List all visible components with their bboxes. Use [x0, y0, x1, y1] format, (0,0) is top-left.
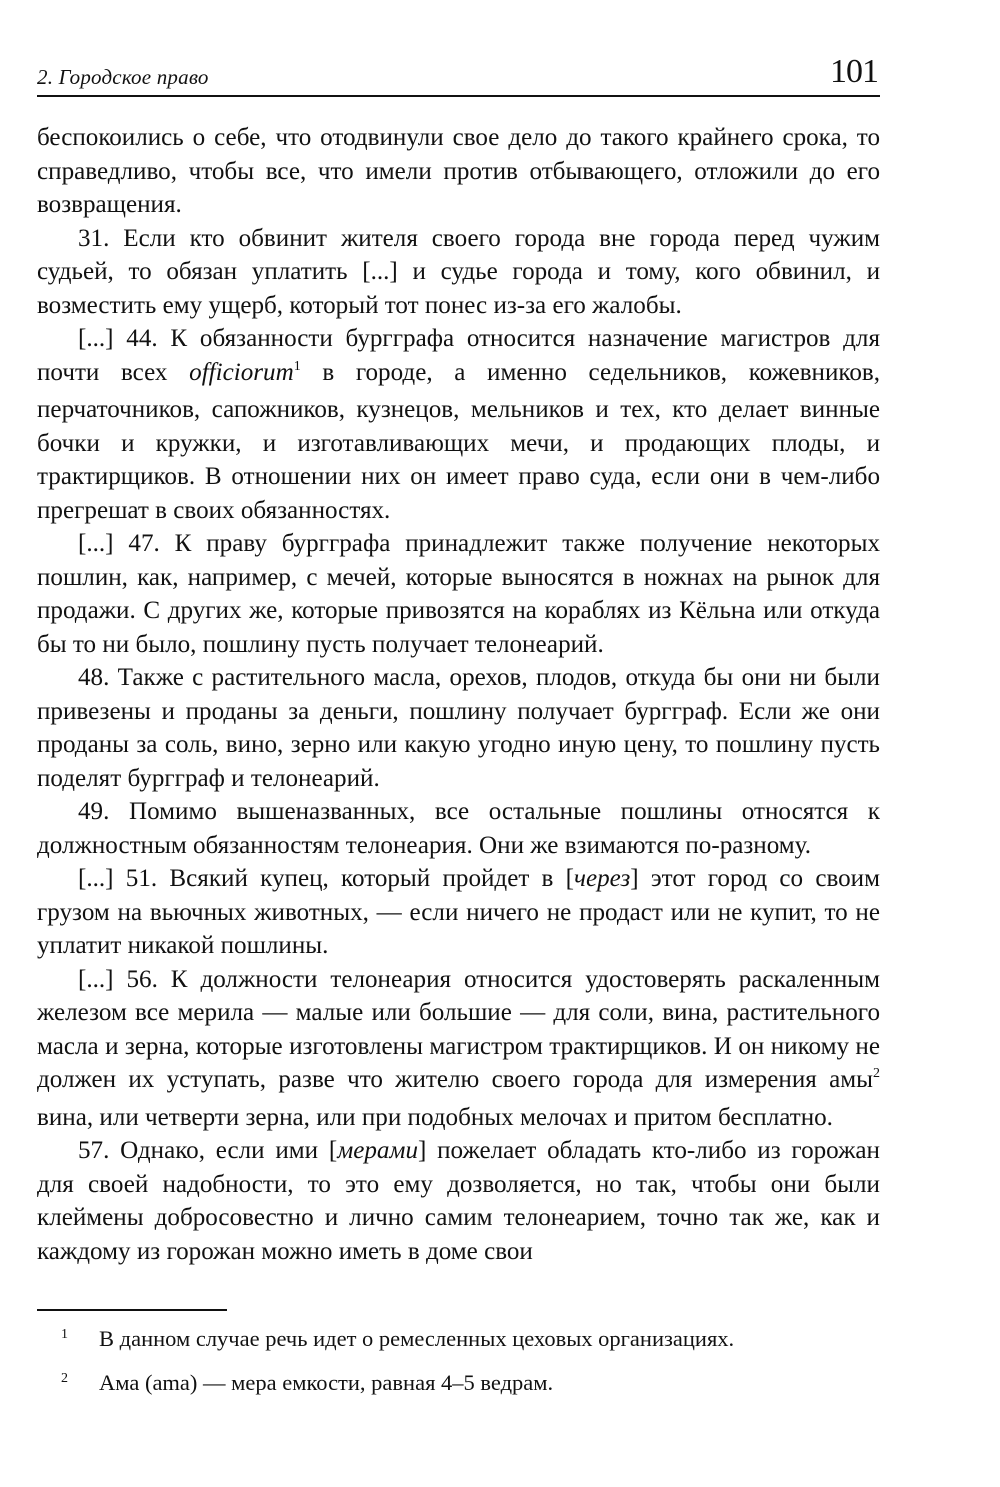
italic-insertion: через	[574, 865, 631, 892]
footnote-mark: 1	[61, 1327, 68, 1342]
paragraph-text: в городе, а именно седельников, кожевников, перчаточников, сапожников, кузнецов, мельников и тех, кто делает винные бочки и кружки, и изготавливающих мечи, и продающих плоды, и трактирщиков. В отношении них он имеет право суда, если они в чем-либо прегрешат в своих обязанностях.	[37, 358, 881, 524]
paragraph-text: [...] 56. К должности телонеария относится удостоверять раскаленным железом все мерила — малые или большие — для соли, вина, растительного масла и зерна, которые изготовлены магистром трактирщиков. И он никому не должен их уступать, разве что жителю своего города для измерения амы	[37, 965, 880, 1093]
paragraph-text: [...] 44. К обязанности бургграфа относится назначение магистров для почти всех	[37, 325, 880, 386]
footnote-text: Ама (ama) — мера емкости, равная 4–5 ведрам.	[99, 1370, 554, 1395]
footnote-mark: 2	[61, 1371, 68, 1386]
paragraph	[37, 862, 880, 963]
header-divider	[37, 95, 880, 97]
footnote-divider	[37, 1309, 227, 1311]
main-text	[37, 121, 880, 1268]
book-page	[37, 0, 880, 1487]
paragraph	[37, 1134, 880, 1268]
running-header	[37, 55, 880, 95]
paragraph: 49. Помимо вышеназванных, все остальные пошлины относятся к должностным обязанностям телонеария. Они же взимаются по-разному.	[37, 798, 880, 859]
paragraph: беспокоились о себе, что отодвинули свое дело до такого крайнего срока, то справедливо, чтобы все, что имели против отбывающего, отложили до его возвращения.	[37, 124, 880, 218]
paragraph-text: [...] 51. Всякий купец, который пройдет в [	[78, 865, 575, 892]
paragraph-text: 57. Однако, если ими [	[78, 1137, 338, 1164]
footnote-reference: 1	[293, 358, 301, 374]
footnote	[37, 1363, 880, 1407]
paragraph-text: вина, или четверти зерна, или при подобных мелочах и притом бесплатно.	[37, 1103, 833, 1131]
paragraph: [...] 47. К праву бургграфа принадлежит также получение некоторых пошлин, как, например, с мечей, которые выносятся в ножнах на рынок для продажи. С других же, которые привозятся на кораблях из Кёльна или откуда бы то ни было, пошлину пусть получает телонеарий.	[37, 530, 880, 658]
paragraph-text: ] этот город со своим грузом на вьючных животных, — если ничего не продаст или не купит, то не уплатит никакой пошлины.	[37, 865, 880, 959]
footnote-text: В данном случае речь идет о ремесленных цеховых организациях.	[99, 1326, 735, 1351]
footnote	[37, 1319, 880, 1363]
paragraph: 31. Если кто обвинит жителя своего города вне города перед чужим судьей, то обязан уплатить [...] и судье города и тому, кого обвинил, и возместить ему ущерб, который тот понес из-за его жалобы.	[37, 224, 880, 319]
paragraph-text: ] пожелает обладать кто-либо из горожан для своей надобности, то это ему дозволяется, но так, чтобы они были клеймены добросовестно и лично самим телонеарием, точно так же, как и каждому из горожан можно иметь в доме свои	[37, 1137, 880, 1265]
latin-term: officiorum	[189, 358, 294, 386]
footnotes	[37, 1319, 880, 1407]
italic-insertion: мерами	[337, 1137, 418, 1164]
section-title: 2. Городское право	[37, 65, 209, 89]
page-number: 101	[830, 53, 878, 90]
footnote-reference: 2	[873, 1066, 880, 1081]
paragraph	[37, 963, 880, 1135]
paragraph: 48. Также с растительного масла, орехов, плодов, откуда бы они ни были привезены и проданы за деньги, пошлину получает бургграф. Если же они проданы за соль, вино, зерно или какую угодно иную цену, то пошлину пусть поделят бургграф и телонеарий.	[37, 664, 880, 792]
paragraph	[37, 322, 880, 527]
